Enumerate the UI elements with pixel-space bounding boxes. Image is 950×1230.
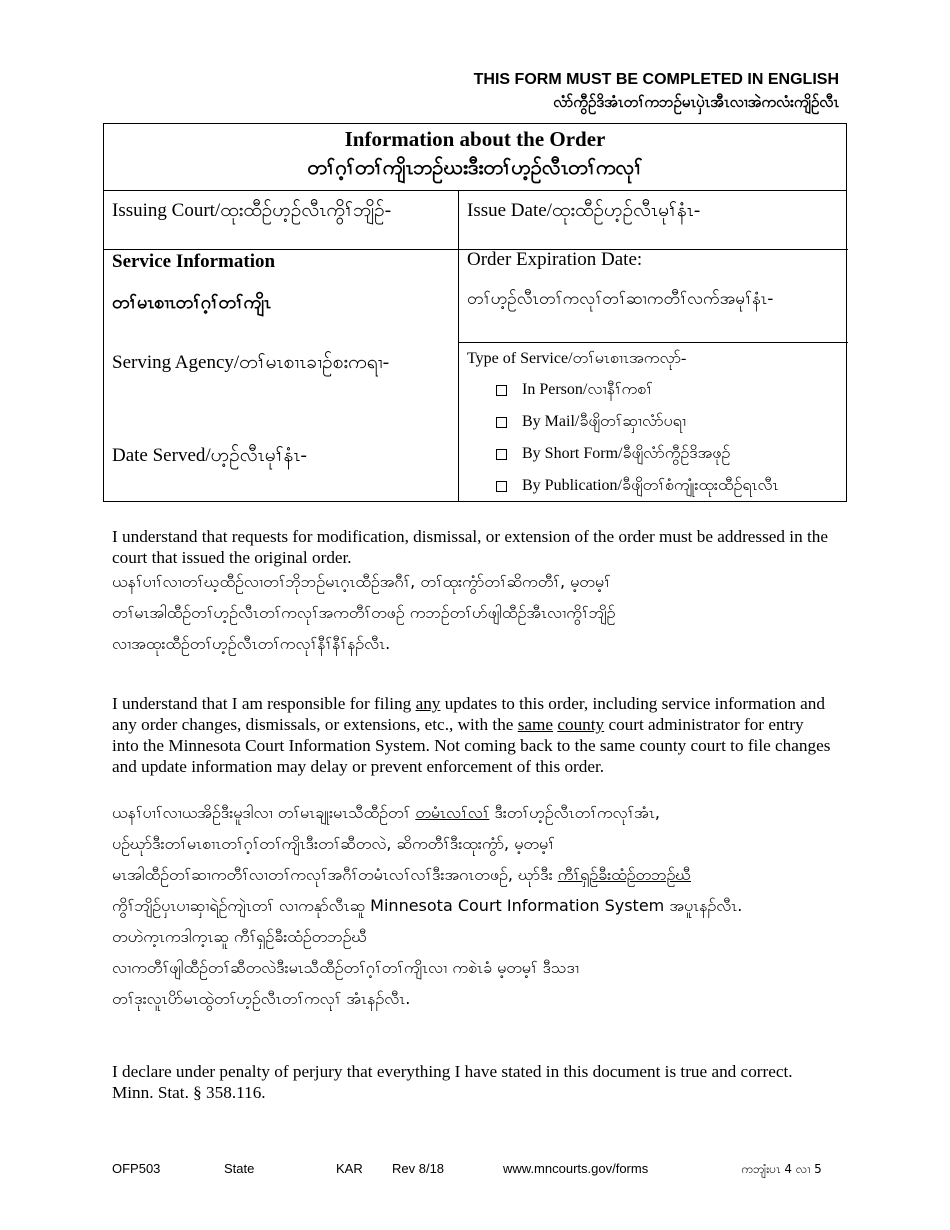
paragraph-1-kar-line: ယနၢ်ပၢၢ်လၢတၢ်ဃ့ထီဉ်လၢတၢ်ဘိုဘဉ်မၤဂ့ၤထီဉ်အဂီၢ်, တၢ်ထုးကွံာ်တၢ်ဆိကတီၢ်, မ့တမ့ၢ် (112, 572, 611, 591)
footer-revision: Rev 8/18 (392, 1161, 445, 1176)
underlined-any: any (415, 694, 441, 713)
paragraph-3-declaration: I declare under penalty of perjury that everything I have stated in this document is true and correct. Minn. Stat. § 358.116. (112, 1062, 793, 1102)
expiration-date-label: Order Expiration Date: (467, 249, 643, 270)
service-option-short-form[interactable] (496, 442, 730, 466)
paragraph-2-kar-line: ပဉ်ဃုာ်ဒီးတၢ်မၤစၢၤတၢ်ဂ့ၢ်တၢ်ကျိၤဒီးတၢ်ဆီတလဲ, ဆိကတီၢ်ဒီးထုးကွံာ်, မ့တမ့ၢ် (112, 834, 555, 853)
paragraph-2-kar-line (112, 859, 832, 890)
underlined-text: ကီၢ်ရှဉ်ခီးထံဉ်တဘဉ်ဃီ (557, 865, 691, 884)
service-option-in-person[interactable] (496, 378, 653, 402)
service-option-publication[interactable] (496, 474, 779, 498)
text-span: မၤအါထီဉ်တၢ်ဆၢကတီၢ်လၢတၢ်ကလုၢ်အဂီၢ်တမံၤလၢ်လၢ်ဒီးအဂၤတဖဉ်, ဃုာ်ဒီး (112, 865, 558, 884)
service-option-label: In Person/လၢနီၢ်ကစၢ် (522, 381, 653, 398)
issuing-court-field[interactable]: Issuing Court/ထုးထီဉ်ဟ့ဉ်လီၤကွိၢ်ဘျိဉ်- (112, 200, 392, 221)
footer-page-number: ကဘျံးပၤ 4 လၢ 5 (741, 1162, 822, 1176)
paragraph-2-kar-line (112, 797, 832, 828)
text-span: ဒီးတၢ်ဟ့ဉ်လီၤတၢ်ကလုၢ်အံၤ, (489, 803, 660, 822)
paragraph-2-kar-line: တၢ်ဒုးလူၤပိာ်မၤထွဲတၢ်ဟ့ဉ်လီၤတၢ်ကလုၢ် အံၤနၣ်လီၤ. (112, 989, 411, 1008)
underlined-county: county (557, 715, 605, 734)
text-span: I understand that I am responsible for filing (112, 694, 416, 713)
footer-url[interactable]: www.mncourts.gov/forms (503, 1161, 649, 1176)
service-info-heading: Service Information (112, 251, 276, 272)
checkbox-icon[interactable] (496, 417, 507, 428)
paragraph-2-en (112, 693, 832, 777)
order-info-title-kar: တၢ်ဂ့ၢ်တၢ်ကျိၤဘဉ်ဃးဒီးတၢ်ဟ့ဉ်လီၤတၢ်ကလုၢ် (307, 155, 643, 179)
date-served-field[interactable]: Date Served/ဟ့ဉ်လီၤမုၢ်နံၤ- (112, 445, 307, 466)
paragraph-2-kar-line: ကွိၢ်ဘျိဉ်ပှၤပၢဆှၢရဲဉ်ကျဲၤတၢ် လၢကနုာ်လီၤဆူ Minnesota Court Information System အပူၤနၣ်လီၤ. (112, 896, 743, 915)
column-divider (458, 190, 459, 502)
checkbox-icon[interactable] (496, 481, 507, 492)
footer-form-id: OFP503 (112, 1161, 161, 1176)
order-info-title (104, 124, 846, 191)
footer-lang: KAR (336, 1161, 363, 1176)
paragraph-1-kar-line: တၢ်မၤအါထီဉ်တၢ်ဟ့ဉ်လီၤတၢ်ကလုၢ်အကတီၢ်တဖဉ် ကဘဉ်တၢ်ဟ်ဖျါထီဉ်အီၤလၢကွိၢ်ဘျိဉ် (112, 603, 616, 622)
karen-notice: လံာ်ကွီဉ်ဒိအံၤတၢ်ကဘဉ်မၤပှဲၤအီၤလၢအဲကလံးကျိဉ်လီၤ (553, 93, 839, 111)
text-span: updates to this order, including service information and any order changes, dismissals, or extensions, etc., with the (112, 694, 825, 734)
text-span: ယနၢ်ပၢၢ်လၢယအိဉ်ဒီးမူဒါလၢ တၢ်မၤချုးမၤသီထီဉ်တၢ် (112, 803, 416, 822)
issue-date-field[interactable]: Issue Date/ထုးထီဉ်ဟ့ဉ်လီၤမုၢ်နံၤ- (467, 200, 701, 221)
type-of-service-label: Type of Service/တၢ်မၤစၢၤအကလုာ်- (467, 350, 687, 367)
checkbox-icon[interactable] (496, 449, 507, 460)
order-info-title-en: Information about the Order (344, 127, 606, 151)
service-info-heading-kar: တၢ်မၤစၢၤတၢ်ဂ့ၢ်တၢ်ကျိၤ (112, 292, 271, 313)
text-span: court administrator for entry into the Minnesota Court Information System. Not coming back to the same county court to file changes and update information may delay or prevent enforcement of this order. (112, 715, 831, 776)
service-option-label: By Mail/ခီဖျိတၢ်ဆှၢလံာ်ပရၢ (522, 413, 687, 430)
underlined-same: same (517, 715, 554, 734)
english-notice: THIS FORM MUST BE COMPLETED IN ENGLISH (473, 71, 839, 88)
checkbox-icon[interactable] (496, 385, 507, 396)
service-option-label: By Publication/ခီဖျိတၢ်စံကျုံးထုးထီဉ်ရၤလီၤ (522, 477, 779, 494)
paragraph-2-kar-line: တဟဲက့ၤကဒါက့ၤဆူ ကီၢ်ရှဉ်ခီးထံဉ်တဘဉ်ဃီ (112, 927, 368, 946)
footer-state: State (224, 1161, 255, 1176)
row-divider-left (104, 249, 458, 250)
service-option-label: By Short Form/ခီဖျိလံာ်ကွီဉ်ဒိအဖုဉ် (522, 445, 731, 462)
paragraph-2-kar (112, 797, 832, 1014)
service-option-by-mail[interactable] (496, 410, 686, 434)
paragraph-1-en: I understand that requests for modification, dismissal, or extension of the order must be addressed in the court that issued the original order. (112, 527, 828, 567)
paragraph-1-kar (112, 566, 832, 659)
row-divider-right-2 (458, 342, 848, 343)
underlined-text: တမံၤလၢ်လၢ် (415, 803, 490, 822)
paragraph-1-kar-line: လၢအထုးထီဉ်တၢ်ဟ့ဉ်လီၤတၢ်ကလုၢ်နီၢ်နီၢ်နၣ်လီၤ. (112, 634, 391, 653)
order-info-box (103, 123, 847, 502)
serving-agency-field[interactable]: Serving Agency/တၢ်မၤစၢၤခၢဉ်စးကရၢ- (112, 352, 390, 373)
expiration-date-field[interactable]: တၢ်ဟ့ဉ်လီၤတၢ်ကလုၢ်တၢ်ဆၢကတီၢ်လက်အမုၢ်နံၤ- (467, 289, 774, 309)
paragraph-2-kar-line: လၢကတီၢ်ဖျါထီဉ်တၢ်ဆီတလဲဒီးမၤသီထီဉ်တၢ်ဂ့ၢ်တၢ်ကျိၤလၢ ကစဲၤခံ မ့တမ့ၢ် ဒီသဒၢ (112, 958, 580, 977)
